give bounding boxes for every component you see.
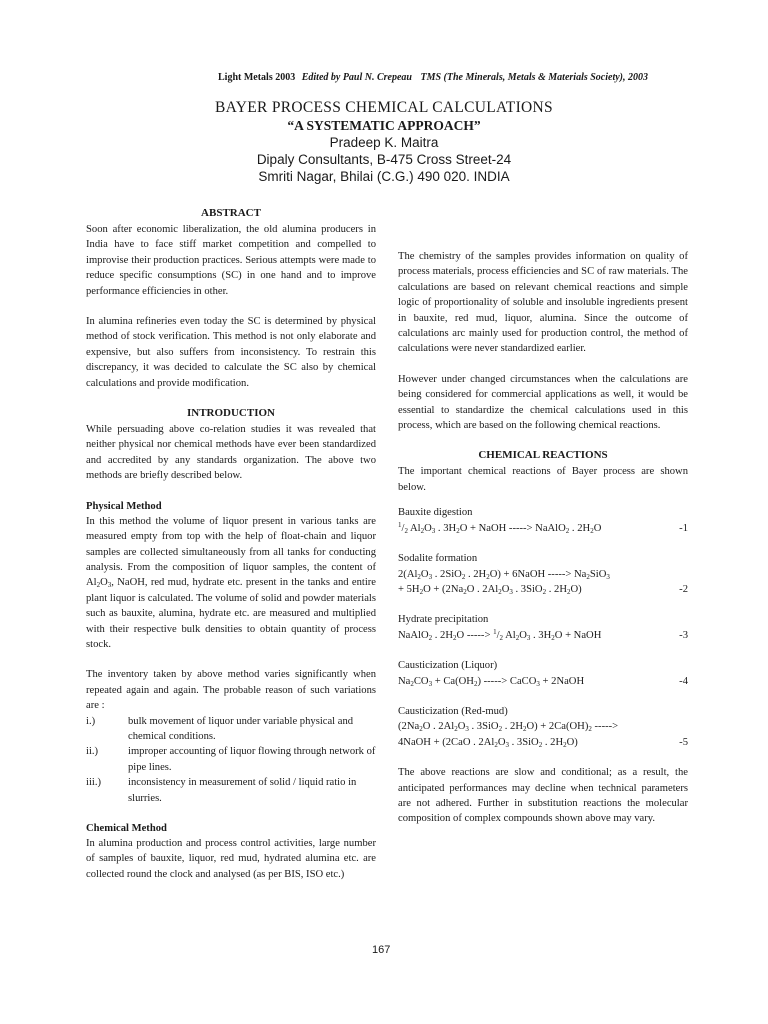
- reaction-bauxite-digestion: Bauxite digestion $^1/_2$ $Al_2O_3$ . $3H_2O$ + NaOH -----> NaAlO$_2$ . $2H_2O$ -1: [398, 507, 688, 535]
- title-block: [84, 98, 684, 185]
- list-item: i.) bulk movement of liquor under variable physical and chemical conditions.: [86, 715, 354, 742]
- right-paragraph-1: The chemistry of the samples provides information on quality of process materials, process efficiencies and SC of raw materials. The calculations are based on relevant chemical reactions and simple logic of proportionality of soluble and insoluble ingredients present in bauxite, red mud, liquor, alumina. Since the outcome of calculations arc mainly used for production control, the method of calculations were never standardized earlier.: [398, 251, 688, 355]
- page-number: 167: [372, 944, 391, 956]
- reaction-equation-1: $^1/_2$ $Al_2O_3$ . $3H_2O$ + NaOH -----> NaAlO$_2$ . $2H_2O$: [398, 520, 602, 535]
- abstract-paragraph-2: In alumina refineries even today the SC is determined by physical method of stock verification. This method is not only elaborate and expensive, but also suffers from inconsistency. To restrain this discrepancy, it was decided to calculate the SC also by chemical calculations and provide modification.: [86, 316, 376, 389]
- abstract-paragraph-1: Soon after economic liberalization, the old alumina producers in India have to face stiff market competition and compelled to improvise their production practices. Serious attempts were made to reduce specific consumptions (SC) in one hand and to improve performance efficiencies in other.: [86, 224, 376, 297]
- paper-title: BAYER PROCESS CHEMICAL CALCULATIONS: [215, 99, 553, 116]
- reaction-sodalite-formation: Sodalite formation $2(Al_2O_3$ . 2SiO$_2$ . $2H_2O$) + 6NaOH -----> $Na_2SiO_3$ + $5H_2O + (2Na_2O$ . $2Al_2O_3$ . 3SiO$_2$ . $2H_2O$) -2: [398, 553, 688, 596]
- abstract-heading: ABSTRACT: [201, 207, 261, 219]
- list-item: ii.) improper accounting of liquor flowing through network of pipe lines.: [86, 746, 376, 773]
- reaction-equation-3: NaAlO$_2$ . $2H_2O$ -----> $^1/_2$ $Al_2O_3$ . $3H_2O$ + NaOH: [398, 627, 602, 642]
- affiliation-line-1: Dipaly Consultants, B-475 Cross Street-24: [256, 152, 512, 167]
- editor-credit: Edited by Paul N. Crepeau: [301, 72, 412, 83]
- publisher-credit: TMS (The Minerals, Metals & Materials Society), 2003: [420, 72, 648, 83]
- chemical-reactions-heading: CHEMICAL REACTIONS: [478, 449, 608, 462]
- paper-subtitle: “A SYSTEMATIC APPROACH”: [287, 118, 481, 133]
- author-name: Pradeep K. Maitra: [329, 135, 439, 150]
- introduction-heading: INTRODUCTION: [186, 407, 275, 420]
- running-header: [218, 72, 718, 83]
- affiliation-line-2: Smriti Nagar, Bhilai (C.G.) 490 020. INDIA: [258, 169, 510, 184]
- list-item: iii.) inconsistency in measurement of solid / liquid ratio in slurries.: [86, 777, 357, 804]
- right-paragraph-2: However under changed circumstances when the calculations are being considered for commercial applications as well, it would be essential to standardize the chemical calculations used in this process, which are based on the following chemical reactions.: [398, 373, 688, 432]
- left-column: [86, 206, 376, 882]
- introduction-paragraph: While persuading above co-relation studies it was revealed that neither physical nor chemical methods have ever been standardized and accredited by any standards organization. The above two methods are briefly described below.: [86, 424, 376, 482]
- reaction-causticization-red-mud: Causticization (Red-mud) ($2Na_2O$ . $2Al_2O_3$ . 3SiO$_2$ . $2H_2O) + 2Ca(OH)_2$ -----> 4NaOH + (2CaO . $2Al_2O_3$ . 3SiO$_2$ . $2H_2O$) -5: [398, 705, 688, 749]
- reaction-causticization-liquor: Causticization (Liquor) $Na_2CO_3 + Ca(OH_2)$ -----> CaCO$_3$ + 2NaOH -4: [398, 660, 688, 688]
- reactions-intro: The important chemical reactions of Bayer process are shown below.: [398, 466, 688, 493]
- reactions-conclusion: The above reactions are slow and conditional; as a result, the anticipated performances may decline when technical parameters are not adhered. Further in substitution reactions the molecular composition of complex compounds shown above may vary.: [398, 767, 688, 825]
- reaction-hydrate-precipitation: Hydrate precipitation NaAlO$_2$ . $2H_2O$ -----> $^1/_2$ $Al_2O_3$ . $3H_2O$ + NaOH -3: [398, 614, 688, 642]
- chemical-method-paragraph: In alumina production and process control activities, large number of samples of bauxite, liquor, red mud, hydrated alumina etc. are collected round the clock and analysed (as per BIS, ISO etc.): [86, 838, 376, 880]
- right-column: [398, 206, 688, 827]
- reaction-equation-5: 4NaOH + (2CaO . $2Al_2O_3$ . 3SiO$_2$ . $2H_2O$): [398, 736, 578, 749]
- physical-method-paragraph-2: The inventory taken by above method varies significantly when repeated again and again. The probable reason of such variations are :: [86, 669, 376, 712]
- journal-name: Light Metals 2003: [218, 72, 296, 83]
- reaction-equation-2: + $5H_2O + (2Na_2O$ . $2Al_2O_3$ . 3SiO$_2$ . $2H_2O$): [398, 583, 582, 596]
- reaction-equation-4: $Na_2CO_3 + Ca(OH_2)$ -----> CaCO$_3$ + 2NaOH: [398, 675, 585, 688]
- chemical-method-heading: Chemical Method: [86, 823, 167, 834]
- physical-method-paragraph-1: In this method the volume of liquor present in various tanks are measured empty from top with the help of float-chain and liquor samples are collected simultaneously from all tanks for conducting analysis. From the composition of liquor samples, the content of $Al_2O_3$, NaOH, red mud, hydrate etc. present in the tanks and entire plant liquor is calculated. The volume of solid and powder materials such as bauxite, alumina, hydrate etc. are measured and multiplied with their respective bulk densities to obtain quantity of process stock.: [86, 515, 376, 650]
- physical-method-heading: Physical Method: [86, 500, 162, 512]
